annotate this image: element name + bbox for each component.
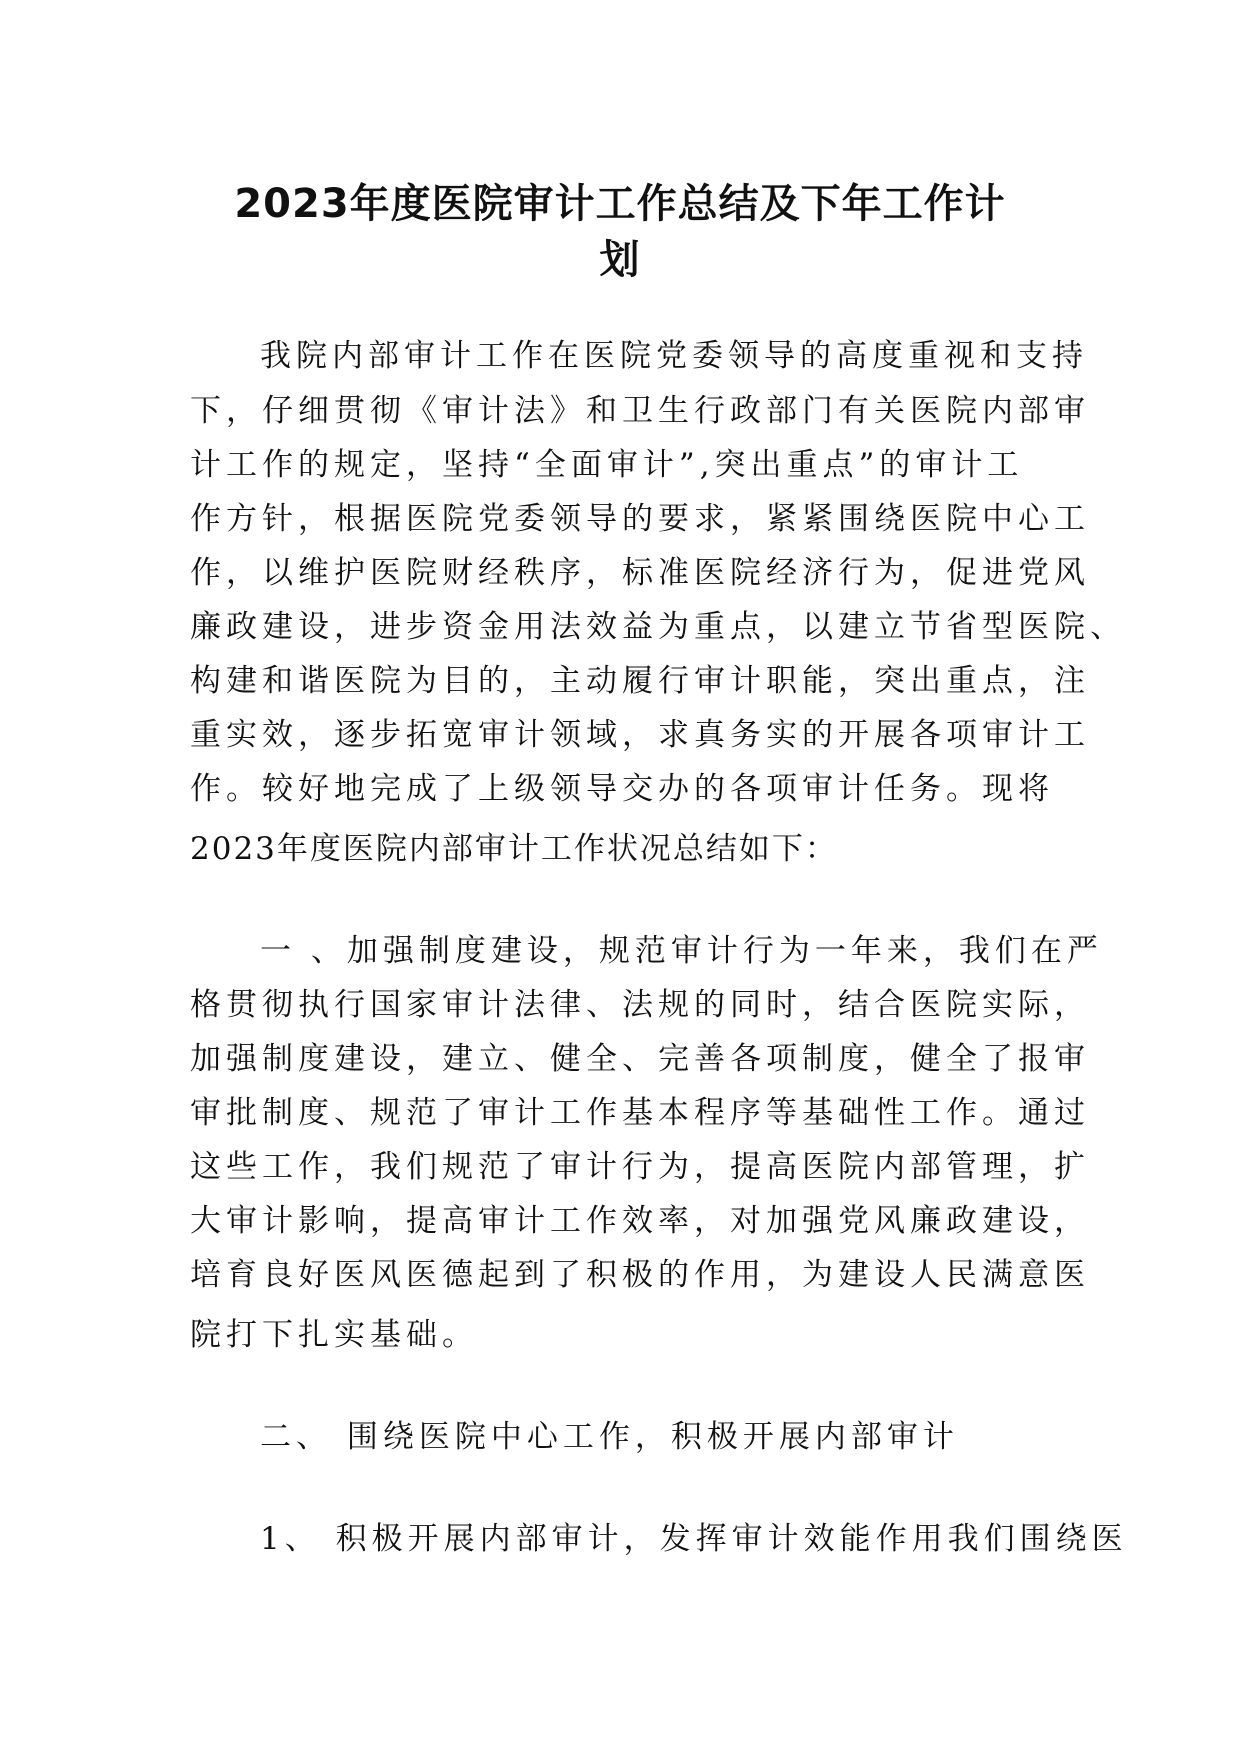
section-1-line: 院打下扎实基础。 bbox=[190, 1317, 478, 1353]
paragraph-1-line: 计工作的规定，坚持“全面审计”,突出重点”的审计工 bbox=[190, 447, 1024, 483]
paragraph-1-line: 廉政建设，进步资金用法效益为重点，以建立节省型医院、 bbox=[190, 609, 1126, 645]
section-2-heading: 二、 围绕医院中心工作，积极开展内部审计 bbox=[260, 1419, 959, 1455]
section-1-line: 加强制度建设，建立、健全、完善各项制度，健全了报审 bbox=[190, 1041, 1090, 1077]
section-1-line: 培育良好医风医德起到了积极的作用，为建设人民满意医 bbox=[190, 1257, 1090, 1293]
paragraph-1-line: 我院内部审计工作在医院党委领导的高度重视和支持 bbox=[260, 338, 1088, 374]
paragraph-1-line: 作。较好地完成了上级领导交办的各项审计任务。现将 bbox=[190, 771, 1054, 807]
paragraph-1-line: 重实效，逐步拓宽审计领域，求真务实的开展各项审计工 bbox=[190, 717, 1090, 753]
section-1-line: 审批制度、规范了审计工作基本程序等基础性工作。通过 bbox=[190, 1095, 1090, 1131]
paragraph-1-line: 构建和谐医院为目的，主动履行审计职能，突出重点，注 bbox=[190, 663, 1090, 699]
subsection-1-line: 1、 积极开展内部审计，发挥审计效能作用我们围绕医 bbox=[260, 1521, 1128, 1557]
document-title-line-1: 2023年度医院审计工作总结及下年工作计 bbox=[234, 181, 1006, 227]
paragraph-1-line: 作方针，根据医院党委领导的要求，紧紧围绕医院中心工 bbox=[190, 501, 1090, 537]
section-1-line: 大审计影响，提高审计工作效率，对加强党风廉政建设， bbox=[190, 1203, 1090, 1239]
paragraph-1-line: 作，以维护医院财经秩序，标准医院经济行为，促进党风 bbox=[190, 555, 1090, 591]
section-1-line: 格贯彻执行国家审计法律、法规的同时，结合医院实际， bbox=[190, 987, 1090, 1023]
paragraph-1-line: 下，仔细贯彻《审计法》和卫生行政部门有关医院内部审 bbox=[190, 393, 1090, 429]
section-1-line: 一 、加强制度建设，规范审计行为一年来，我们在严 bbox=[260, 933, 1103, 969]
section-1-line: 这些工作，我们规范了审计行为，提高医院内部管理，扩 bbox=[190, 1149, 1090, 1185]
paragraph-1-line: 2023年度医院内部审计工作状况总结如下： bbox=[190, 831, 838, 867]
document-title-line-2: 划 bbox=[599, 237, 641, 283]
